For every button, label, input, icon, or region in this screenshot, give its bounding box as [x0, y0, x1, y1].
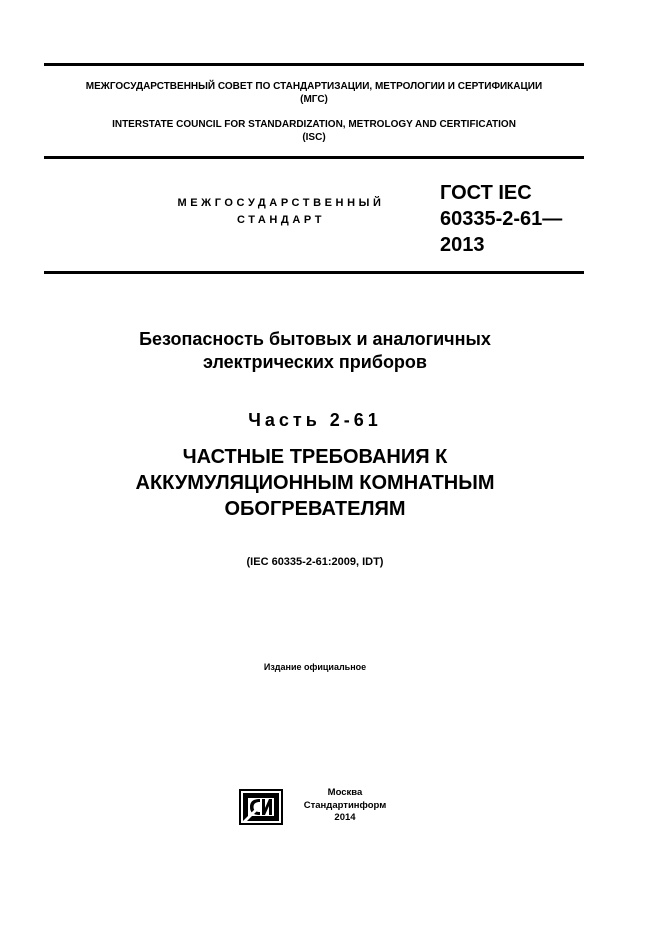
- middle-rule: [44, 156, 584, 159]
- council-ru-abbr: (МГС): [300, 94, 328, 105]
- council-ru: [44, 80, 584, 106]
- part-title-line1: ЧАСТНЫЕ ТРЕБОВАНИЯ К: [182, 446, 448, 468]
- council-ru-name: МЕЖГОСУДАРСТВЕННЫЙ СОВЕТ ПО СТАНДАРТИЗАЦИИ, МЕТРОЛОГИИ И СЕРТИФИКАЦИИ: [85, 81, 543, 92]
- publisher-city: Москва: [327, 787, 363, 798]
- part-title-line3: ОБОГРЕВАТЕЛЯМ: [224, 498, 406, 520]
- part-label: Часть 2-61: [248, 410, 382, 430]
- bottom-rule: [44, 271, 584, 274]
- part-title-line2: АККУМУЛЯЦИОННЫМ КОМНАТНЫМ: [135, 472, 495, 494]
- publisher-year: 2014: [334, 812, 356, 823]
- part-title: [60, 444, 570, 522]
- publisher-block: [290, 787, 400, 825]
- iec-reference: (IEC 60335-2-61:2009, IDT): [246, 556, 384, 568]
- top-rule: [44, 63, 584, 66]
- council-en: [44, 118, 584, 144]
- document-title-line2: электрических приборов: [202, 352, 427, 372]
- edition-note: Издание официальное: [263, 662, 367, 672]
- standartinform-logo-icon: [239, 789, 283, 825]
- standard-label: [150, 195, 412, 229]
- council-en-name: INTERSTATE COUNCIL FOR STANDARDIZATION, METROLOGY AND CERTIFICATION: [112, 119, 516, 130]
- publisher-name: Стандартинформ: [303, 799, 387, 811]
- standard-label-line2: СТАНДАРТ: [236, 214, 326, 226]
- gost-code-line3: 2013: [440, 234, 485, 256]
- document-title-line1: Безопасность бытовых и аналогичных: [139, 329, 491, 349]
- council-en-abbr: (ISC): [302, 132, 326, 143]
- document-title: [60, 328, 570, 374]
- standard-label-line1: МЕЖГОСУДАРСТВЕННЫЙ: [177, 197, 385, 209]
- gost-code-line2: 60335-2-61—: [440, 208, 563, 230]
- gost-code: [440, 180, 590, 258]
- gost-code-line1: ГОСТ IEC: [440, 182, 532, 204]
